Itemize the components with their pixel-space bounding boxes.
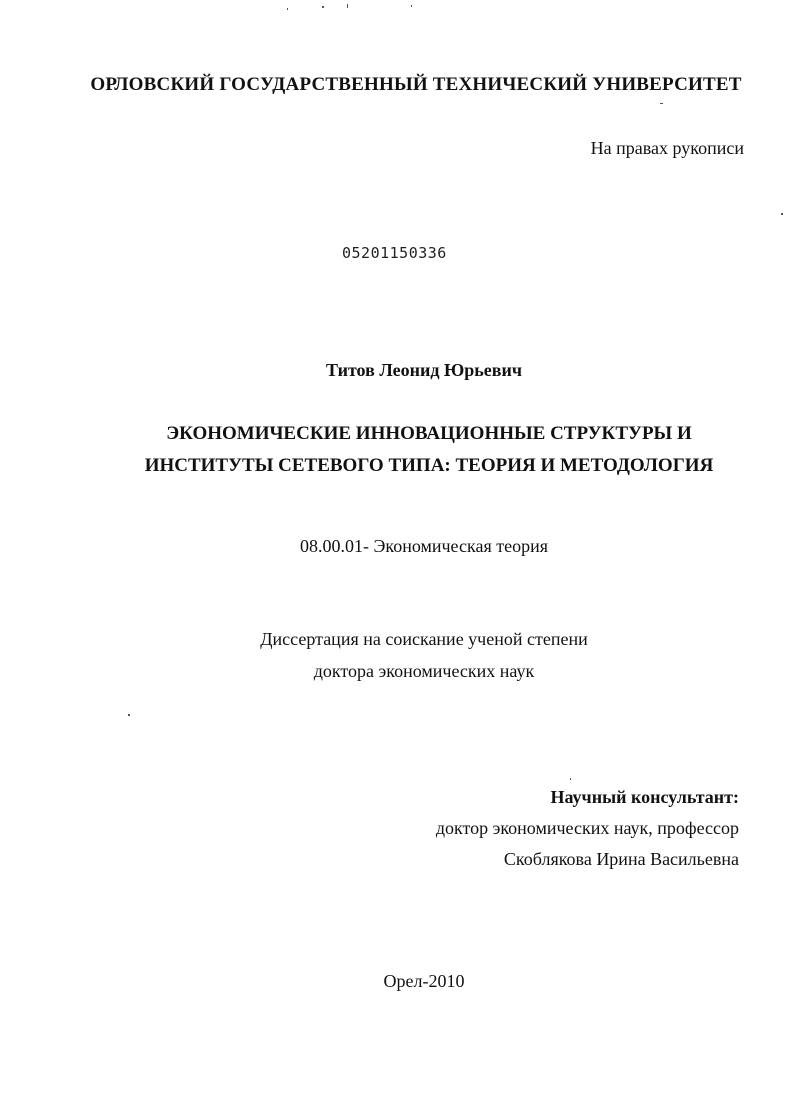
catalog-code: 05201150336: [342, 244, 447, 262]
city-year: Орел-2010: [383, 971, 465, 991]
dissertation-title-line-1: ЭКОНОМИЧЕСКИЕ ИННОВАЦИОННЫЕ СТРУКТУРЫ И: [166, 423, 692, 444]
scan-speck: [660, 103, 663, 104]
scan-speck: [781, 213, 783, 215]
scan-speck: [287, 8, 288, 10]
scan-speck: [411, 5, 412, 7]
consultant-title: доктор экономических наук, профессор: [435, 818, 739, 838]
university-name: ОРЛОВСКИЙ ГОСУДАРСТВЕННЫЙ ТЕХНИЧЕСКИЙ УНИВЕРСИТЕТ: [90, 74, 742, 95]
author-name: Титов Леонид Юрьевич: [326, 360, 522, 380]
rights-notice: На правах рукописи: [590, 138, 744, 158]
degree-line-2: доктора экономических наук: [313, 661, 535, 681]
degree-line-1: Диссертация на соискание ученой степени: [260, 629, 588, 649]
consultant-name: Скоблякова Ирина Васильевна: [503, 849, 739, 869]
specialty-code: 08.00.01- Экономическая теория: [299, 536, 548, 556]
scan-speck: [128, 714, 130, 716]
scan-speck: [347, 4, 348, 8]
scan-speck: [570, 778, 571, 780]
scan-speck: [322, 6, 324, 8]
consultant-label: Научный консультант:: [550, 787, 739, 807]
dissertation-title-line-2: ИНСТИТУТЫ СЕТЕВОГО ТИПА: ТЕОРИЯ И МЕТОДОЛОГИЯ: [144, 455, 714, 476]
